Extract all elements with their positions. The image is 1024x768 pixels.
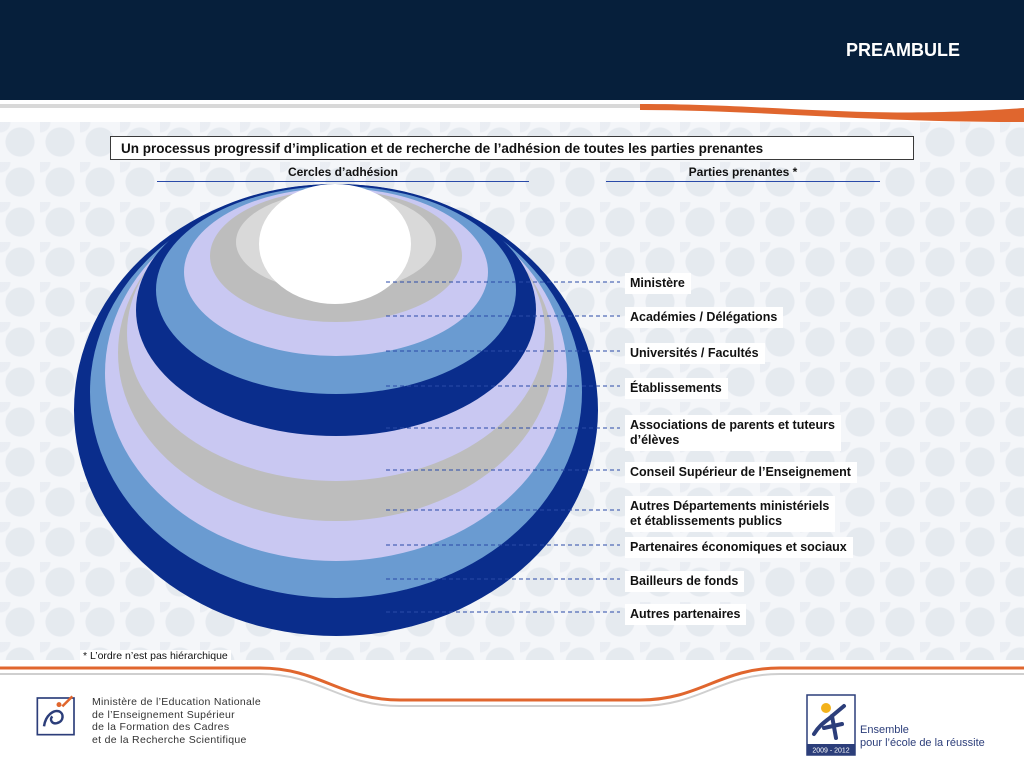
slogan <box>860 724 985 750</box>
slogan-line-2: pour l’école de la réussite <box>860 737 985 749</box>
stakeholder-conseil <box>625 462 857 483</box>
slogan-logo-icon <box>806 694 856 756</box>
stakeholder-partenaires-economiques <box>625 537 853 558</box>
years-label: 2009 - 2012 <box>812 747 850 755</box>
stakeholder-bailleurs <box>625 571 744 592</box>
stakeholder-associations <box>625 415 841 451</box>
stakeholder-label: Autres Départements ministériels <box>630 499 830 513</box>
stakeholder-ministere <box>625 273 691 294</box>
ministry-line-2: de l’Enseignement Supérieur <box>92 708 235 721</box>
ministry-line-4: et de la Recherche Scientifique <box>92 733 247 746</box>
stakeholder-label: Associations de parents et tuteurs <box>630 418 835 432</box>
ministry-line-3: de la Formation des Cadres <box>92 721 230 734</box>
stakeholder-label: Autres partenaires <box>630 607 741 621</box>
ministry-name <box>92 696 261 746</box>
column-header-stakeholders: Parties prenantes * <box>606 165 880 182</box>
stakeholder-academies <box>625 307 783 328</box>
stakeholder-universites <box>625 343 765 364</box>
ministry-line-1: Ministère de l’Education Nationale <box>92 696 261 708</box>
stakeholder-etablissements <box>625 378 728 399</box>
ministry-logo-icon <box>34 692 84 744</box>
stakeholder-label: Conseil Supérieur de l’Enseignement <box>630 465 851 479</box>
footnote: * L’ordre n’est pas hiérarchique <box>80 650 231 662</box>
stakeholder-label: Établissements <box>630 381 722 395</box>
stakeholder-label: Bailleurs de fonds <box>630 574 739 588</box>
slogan-line-1: Ensemble <box>860 724 909 736</box>
diagram-subtitle: Un processus progressif d’implication et de recherche de l’adhésion de toutes les parties prenantes <box>110 136 914 160</box>
stakeholder-label: Universités / Facultés <box>630 346 759 360</box>
stakeholder-label: Partenaires économiques et sociaux <box>630 540 847 554</box>
column-header-circles: Cercles d’adhésion <box>157 165 529 182</box>
stakeholder-autres-departements <box>625 496 835 532</box>
stakeholder-label: Ministère <box>630 276 685 290</box>
page-title: PREAMBULE <box>845 40 960 60</box>
stakeholder-label: Académies / Délégations <box>630 310 778 324</box>
stakeholder-label-cont: d’élèves <box>630 433 680 447</box>
stakeholder-autres-partenaires <box>625 604 746 625</box>
stakeholder-label-cont: et établissements publics <box>630 514 783 528</box>
ring-core-white <box>259 184 411 304</box>
